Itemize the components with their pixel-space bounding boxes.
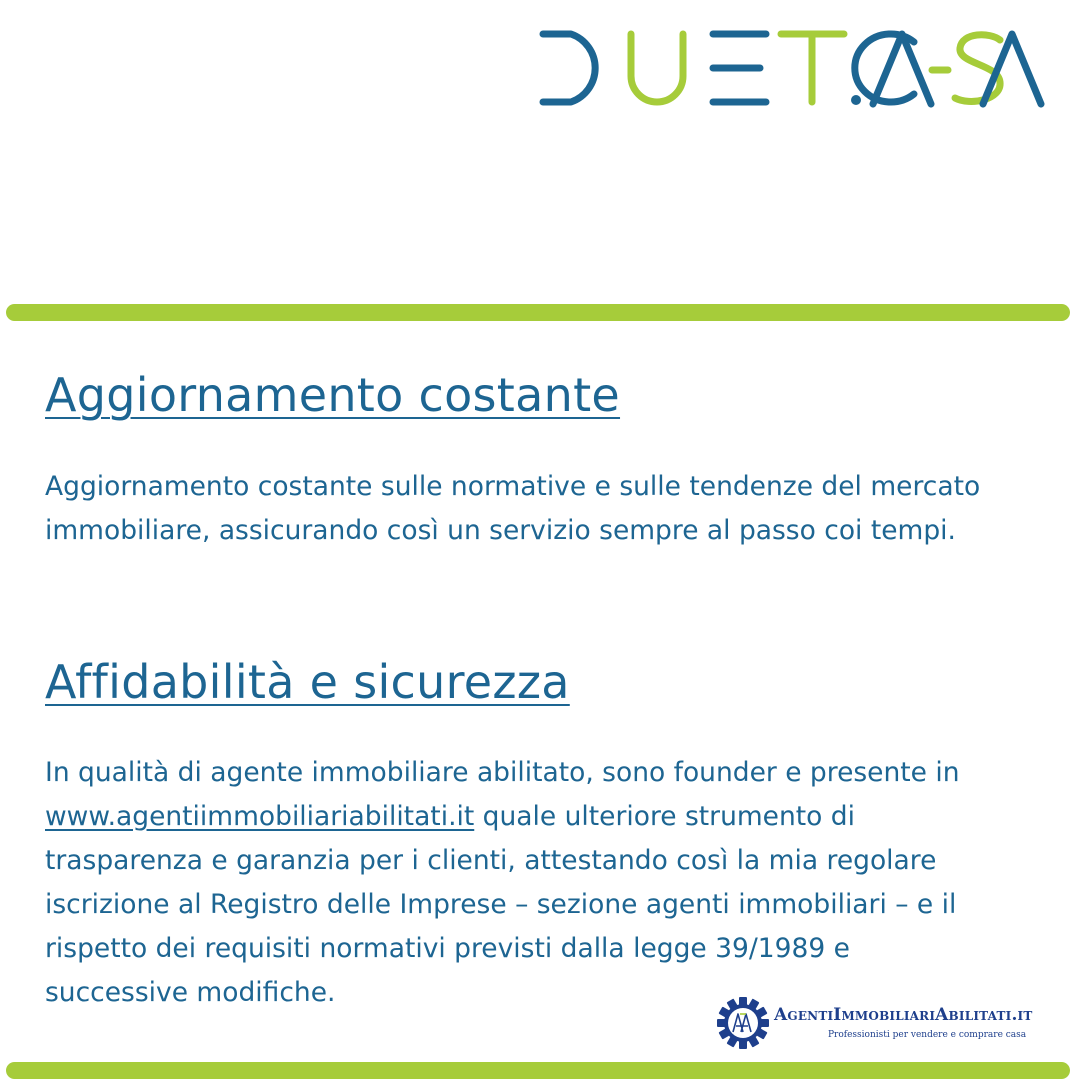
section-body-affidabilita bbox=[45, 751, 985, 1015]
gear-icon bbox=[716, 996, 770, 1050]
body-text-before-link: In qualità di agente immobiliare abilitato, sono founder e presente in bbox=[45, 757, 960, 788]
partner-tagline: Professionisti per vendere e comprare casa bbox=[828, 1030, 1027, 1040]
section-title-aggiornamento: Aggiornamento costante bbox=[45, 368, 621, 422]
body-text-after-link: quale ulteriore strumento di trasparenza e garanzia per i clienti, attestando così la mia regolare iscrizione al Registro delle Imprese – sezione agenti immobiliari – e il rispetto dei requisiti normativi previsti dalla legge 39/1989 e successive modifiche. bbox=[45, 801, 957, 1008]
top-divider bbox=[6, 304, 1070, 321]
duet-casa-logo bbox=[538, 26, 1048, 110]
bottom-divider bbox=[6, 1062, 1070, 1079]
partner-logo bbox=[716, 996, 1056, 1052]
agenti-website-link[interactable]: www.agentiimmobiliariabilitati.it bbox=[45, 801, 475, 832]
section-title-affidabilita: Affidabilità e sicurezza bbox=[45, 655, 570, 709]
partner-name: AgentiImmobiliariAbilitati.it bbox=[774, 1005, 1033, 1025]
section-body-aggiornamento: Aggiornamento costante sulle normative e sulle tendenze del mercato immobiliare, assicurando così un servizio sempre al passo coi tempi. bbox=[45, 471, 981, 546]
